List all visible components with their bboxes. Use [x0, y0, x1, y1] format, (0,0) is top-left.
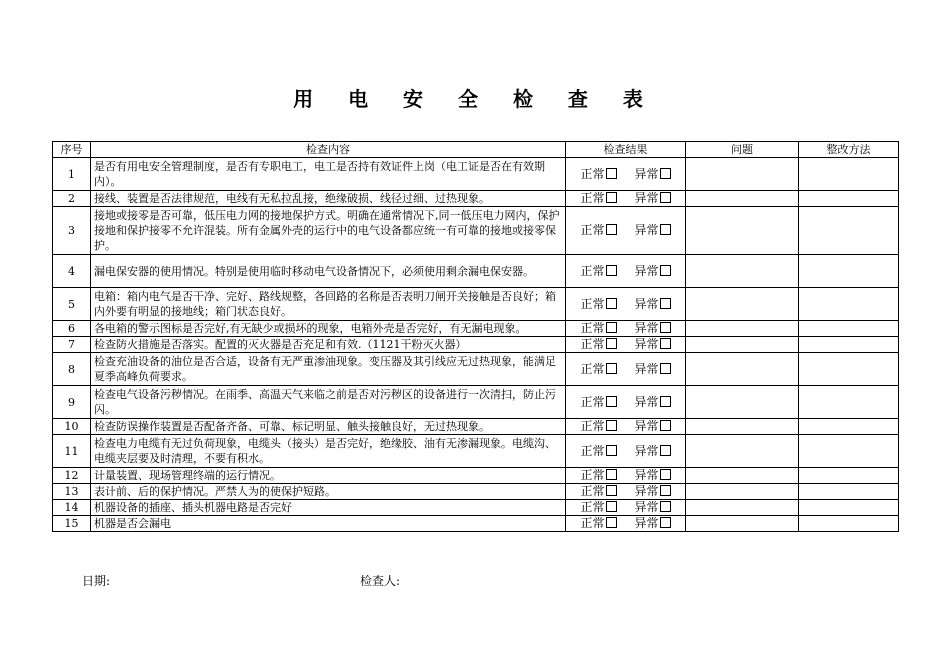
abnormal-label: 异常: [634, 500, 659, 514]
abnormal-option[interactable]: [635, 223, 671, 238]
normal-label: 正常: [580, 516, 605, 530]
normal-option[interactable]: [580, 444, 616, 459]
abnormal-label: 异常: [634, 337, 659, 351]
checkbox-icon[interactable]: [660, 469, 671, 480]
issue-cell[interactable]: [686, 516, 799, 532]
check-item: 表计前、后的保护情况。严禁人为的使保护短路。: [91, 484, 566, 500]
result-cell: [566, 484, 686, 500]
issue-cell[interactable]: [686, 419, 799, 435]
table-row: [53, 500, 899, 516]
normal-option[interactable]: [580, 362, 616, 377]
checkbox-icon[interactable]: [660, 168, 671, 179]
checkbox-icon[interactable]: [660, 445, 671, 456]
header-no: 序号: [53, 142, 91, 158]
abnormal-label: 异常: [634, 191, 659, 205]
checkbox-icon[interactable]: [660, 501, 671, 512]
normal-label: 正常: [580, 468, 605, 482]
checkbox-icon[interactable]: [606, 265, 617, 276]
normal-label: 正常: [580, 337, 605, 351]
issue-cell[interactable]: [686, 386, 799, 419]
checkbox-icon[interactable]: [606, 396, 617, 407]
check-item: 各电箱的警示图标是否完好,有无缺少或损坏的现象，电箱外壳是否完好，有无漏电现象。: [91, 321, 566, 337]
check-item: 漏电保安器的使用情况。特别是使用临时移动电气设备情况下，必须使用剩余漏电保安器。: [91, 255, 566, 288]
abnormal-label: 异常: [634, 394, 659, 409]
fix-cell[interactable]: [799, 516, 899, 532]
table-row: [53, 207, 899, 255]
check-item: 机器是否会漏电: [91, 516, 566, 532]
normal-label: 正常: [580, 361, 605, 376]
normal-label: 正常: [580, 223, 605, 237]
checkbox-icon[interactable]: [606, 517, 617, 528]
issue-cell[interactable]: [686, 500, 799, 516]
fix-cell[interactable]: [799, 321, 899, 337]
result-cell: [566, 255, 686, 288]
normal-label: 正常: [580, 443, 605, 458]
issue-cell[interactable]: [686, 288, 799, 321]
issue-cell[interactable]: [686, 468, 799, 484]
checkbox-icon[interactable]: [606, 168, 617, 179]
fix-cell[interactable]: [799, 207, 899, 255]
abnormal-option[interactable]: [635, 297, 671, 312]
issue-cell[interactable]: [686, 255, 799, 288]
result-cell: [566, 386, 686, 419]
checkbox-icon[interactable]: [660, 517, 671, 528]
fix-cell[interactable]: [799, 353, 899, 386]
table-row: [53, 435, 899, 468]
check-item: 接地或接零是否可靠，低压电力网的接地保护方式。明确在通常情况下,同一低压电力网内，保护接地和保护接零不允许混装。所有金属外壳的运行中的电气设备都应统一有可靠的接地或接零保护。: [91, 207, 566, 255]
normal-label: 正常: [580, 419, 605, 433]
result-cell: [566, 435, 686, 468]
normal-option[interactable]: [580, 223, 616, 238]
normal-option[interactable]: [580, 516, 616, 531]
normal-label: 正常: [580, 500, 605, 514]
check-item: 检查充油设备的油位是否合适，设备有无严重渗油现象。变压器及其引线应无过热现象，能满足夏季高峰负荷要求。: [91, 353, 566, 386]
fix-cell[interactable]: [799, 158, 899, 191]
check-item: 接线、装置是否法律规范，电线有无私拉乱接，绝缘破损、线径过细、过热现象。: [91, 191, 566, 207]
checkbox-icon[interactable]: [606, 322, 617, 333]
row-number: 12: [53, 468, 91, 484]
result-cell: [566, 191, 686, 207]
result-cell: [566, 353, 686, 386]
table-header-row: [53, 142, 899, 158]
fix-cell[interactable]: [799, 191, 899, 207]
checkbox-icon[interactable]: [660, 298, 671, 309]
result-cell: [566, 288, 686, 321]
checkbox-icon[interactable]: [606, 469, 617, 480]
table-row: [53, 484, 899, 500]
result-cell: [566, 158, 686, 191]
inspection-table: [52, 141, 899, 532]
fix-cell[interactable]: [799, 255, 899, 288]
check-item: 检查防火措施是否落实。配置的灭火器是否充足和有效.（1121干粉灭火器）: [91, 337, 566, 353]
abnormal-option[interactable]: [635, 516, 671, 531]
abnormal-label: 异常: [634, 516, 659, 530]
abnormal-label: 异常: [634, 321, 659, 335]
header-content: 检查内容: [91, 142, 566, 158]
checkbox-icon[interactable]: [660, 420, 671, 431]
abnormal-option[interactable]: [635, 264, 671, 279]
normal-option[interactable]: [580, 264, 616, 279]
table-row: [53, 337, 899, 353]
check-item: 检查电力电缆有无过负荷现象，电缆头（接头）是否完好，绝缘胶、油有无渗漏现象。电缆沟、电缆夹层要及时清理，不要有积水。: [91, 435, 566, 468]
row-number: 5: [53, 288, 91, 321]
row-number: 9: [53, 386, 91, 419]
issue-cell[interactable]: [686, 484, 799, 500]
page-title: 用 电 安 全 检 查 表: [293, 87, 657, 111]
normal-option[interactable]: [580, 337, 616, 352]
checkbox-icon[interactable]: [660, 265, 671, 276]
normal-label: 正常: [580, 394, 605, 409]
abnormal-label: 异常: [634, 223, 659, 237]
checkbox-icon[interactable]: [660, 322, 671, 333]
abnormal-label: 异常: [634, 361, 659, 376]
check-item: 检查电气设备污秽情况。在雨季、高温天气来临之前是否对污秽区的设备进行一次清扫，防止污闪。: [91, 386, 566, 419]
checkbox-icon[interactable]: [606, 363, 617, 374]
issue-cell[interactable]: [686, 191, 799, 207]
row-number: 14: [53, 500, 91, 516]
result-cell: [566, 337, 686, 353]
abnormal-label: 异常: [634, 484, 659, 498]
checkbox-icon[interactable]: [606, 445, 617, 456]
checkbox-icon[interactable]: [606, 501, 617, 512]
table-row: [53, 516, 899, 532]
header-fix: 整改方法: [799, 142, 899, 158]
fix-cell[interactable]: [799, 484, 899, 500]
row-number: 1: [53, 158, 91, 191]
row-number: 15: [53, 516, 91, 532]
date-label: 日期:: [82, 574, 111, 588]
abnormal-label: 异常: [634, 263, 659, 278]
normal-label: 正常: [580, 296, 605, 311]
table-row: [53, 419, 899, 435]
checkbox-icon[interactable]: [606, 192, 617, 203]
normal-option[interactable]: [580, 419, 616, 434]
table-row: [53, 386, 899, 419]
check-item: 检查防误操作装置是否配备齐备、可靠、标记明显、触头接触良好，无过热现象。: [91, 419, 566, 435]
issue-cell[interactable]: [686, 321, 799, 337]
normal-option[interactable]: [580, 395, 616, 410]
issue-cell[interactable]: [686, 337, 799, 353]
normal-label: 正常: [580, 321, 605, 335]
abnormal-option[interactable]: [635, 362, 671, 377]
check-item: 计量装置、现场管理终端的运行情况。: [91, 468, 566, 484]
abnormal-option[interactable]: [635, 419, 671, 434]
issue-cell[interactable]: [686, 435, 799, 468]
result-cell: [566, 516, 686, 532]
table-row: [53, 288, 899, 321]
normal-label: 正常: [580, 166, 605, 181]
checkbox-icon[interactable]: [660, 363, 671, 374]
row-number: 7: [53, 337, 91, 353]
check-item: 电箱：箱内电气是否干净、完好、路线规整，各回路的名称是否表明刀闸开关接触是否良好；箱内外要有明显的接地线；箱门状态良好。: [91, 288, 566, 321]
abnormal-label: 异常: [634, 296, 659, 311]
issue-cell[interactable]: [686, 158, 799, 191]
abnormal-option[interactable]: [635, 321, 671, 336]
abnormal-label: 异常: [634, 443, 659, 458]
checkbox-icon[interactable]: [660, 485, 671, 496]
inspector-label: 检查人:: [360, 574, 401, 588]
checkbox-icon[interactable]: [606, 224, 617, 235]
fix-cell[interactable]: [799, 419, 899, 435]
checkbox-icon[interactable]: [660, 192, 671, 203]
row-number: 3: [53, 207, 91, 255]
abnormal-option[interactable]: [635, 395, 671, 410]
issue-cell[interactable]: [686, 353, 799, 386]
fix-cell[interactable]: [799, 288, 899, 321]
abnormal-option[interactable]: [635, 500, 671, 515]
normal-label: 正常: [580, 263, 605, 278]
header-result: 检查结果: [566, 142, 686, 158]
table-row: [53, 468, 899, 484]
abnormal-label: 异常: [634, 468, 659, 482]
table-row: [53, 321, 899, 337]
normal-option[interactable]: [580, 484, 616, 499]
table-row: [53, 353, 899, 386]
table-row: [53, 255, 899, 288]
abnormal-label: 异常: [634, 166, 659, 181]
fix-cell[interactable]: [799, 468, 899, 484]
checkbox-icon[interactable]: [606, 338, 617, 349]
table-row: [53, 158, 899, 191]
row-number: 8: [53, 353, 91, 386]
abnormal-option[interactable]: [635, 167, 671, 182]
abnormal-option[interactable]: [635, 468, 671, 483]
result-cell: [566, 468, 686, 484]
normal-label: 正常: [580, 191, 605, 205]
row-number: 2: [53, 191, 91, 207]
normal-option[interactable]: [580, 191, 616, 206]
check-item: 机器设备的插座、插头机器电路是否完好: [91, 500, 566, 516]
result-cell: [566, 207, 686, 255]
row-number: 10: [53, 419, 91, 435]
row-number: 6: [53, 321, 91, 337]
header-issue: 问题: [686, 142, 799, 158]
normal-option[interactable]: [580, 297, 616, 312]
fix-cell[interactable]: [799, 500, 899, 516]
row-number: 11: [53, 435, 91, 468]
abnormal-option[interactable]: [635, 444, 671, 459]
result-cell: [566, 500, 686, 516]
checkbox-icon[interactable]: [606, 420, 617, 431]
result-cell: [566, 419, 686, 435]
normal-option[interactable]: [580, 167, 616, 182]
abnormal-option[interactable]: [635, 337, 671, 352]
fix-cell[interactable]: [799, 337, 899, 353]
checkbox-icon[interactable]: [660, 224, 671, 235]
normal-option[interactable]: [580, 468, 616, 483]
normal-label: 正常: [580, 484, 605, 498]
normal-option[interactable]: [580, 321, 616, 336]
fix-cell[interactable]: [799, 435, 899, 468]
abnormal-option[interactable]: [635, 191, 671, 206]
checkbox-icon[interactable]: [660, 338, 671, 349]
issue-cell[interactable]: [686, 207, 799, 255]
check-item: 是否有用电安全管理制度，是否有专职电工，电工是否持有效证件上岗（电工证是否在有效期内）。: [91, 158, 566, 191]
row-number: 13: [53, 484, 91, 500]
fix-cell[interactable]: [799, 386, 899, 419]
result-cell: [566, 321, 686, 337]
table-row: [53, 191, 899, 207]
abnormal-option[interactable]: [635, 484, 671, 499]
checkbox-icon[interactable]: [606, 485, 617, 496]
checkbox-icon[interactable]: [660, 396, 671, 407]
row-number: 4: [53, 255, 91, 288]
normal-option[interactable]: [580, 500, 616, 515]
checkbox-icon[interactable]: [606, 298, 617, 309]
abnormal-label: 异常: [634, 419, 659, 433]
